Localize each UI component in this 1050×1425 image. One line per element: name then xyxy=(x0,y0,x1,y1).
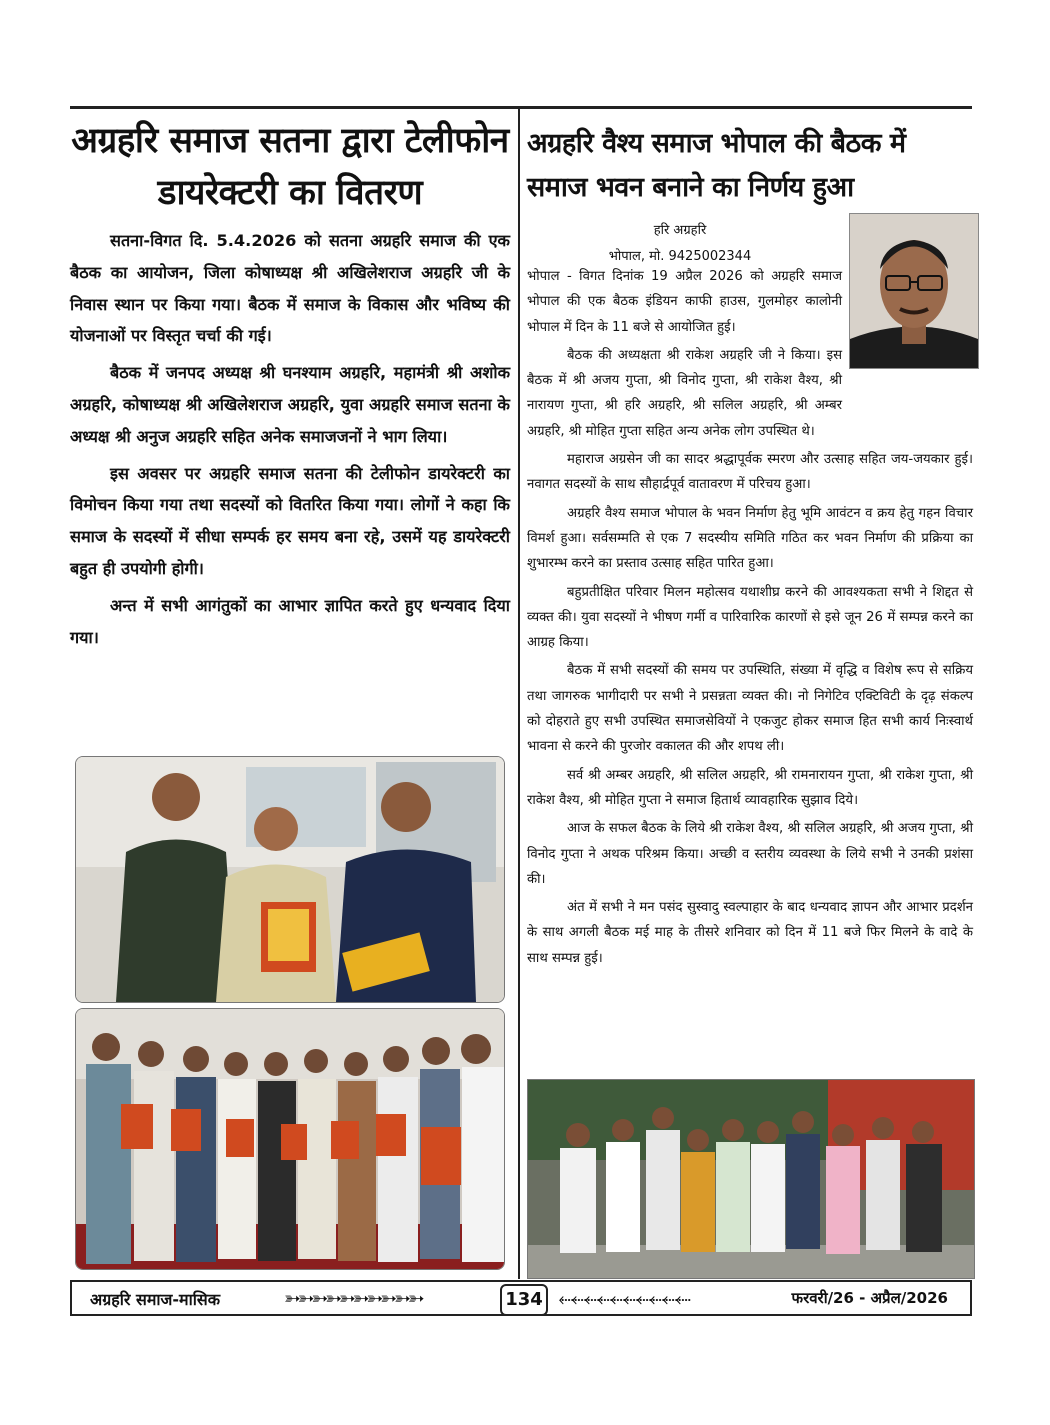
right-article-header xyxy=(527,122,973,210)
photo-group-with-directories xyxy=(75,1008,505,1270)
column-divider xyxy=(518,109,520,1279)
author-contact: भोपाल, मो. 9425002344 xyxy=(608,249,752,264)
right-paragraph: बैठक की अध्यक्षता श्री राकेश अग्रहरि जी ने किया। इस बैठक में श्री अजय गुप्ता, श्री विनोद गुप्ता, श्री राकेश वैश्य, श्री नारायण गुप्ता, श्री हरि अग्रहरि, श्री सलिल अग्रहरि, श्री अम्बर अग्रहरि, श्री मोहित गुप्ता सहित अन्य अनेक लोग उपस्थित थे। xyxy=(527,347,842,439)
right-paragraph: बैठक में सभी सदस्यों की समय पर उपस्थिति, संख्या में वृद्धि व विशेष रूप से सक्रिय तथा जागरुक भागीदारी पर सभी ने प्रसन्नता व्यक्त की। नो निगेटिव एक्टिविटी के दृढ़ संकल्प को दोहराते हुए सभी उपस्थित समाजसेवियों ने एकजुट होकर समाज हित सभी कार्य निःस्वार्थ भावना से करने की पुरजोर वकालत की और शपथ ली। xyxy=(527,663,973,755)
right-paragraph: महाराज अग्रसेन जी का सादर श्रद्धापूर्वक स्मरण और उत्साह सहित जय-जयकार हुई। नवागत सदस्यों के साथ सौहार्द्रपूर्व वातावरण में परिचय हुआ। xyxy=(527,452,973,493)
left-paragraph: अन्त में सभी आगंतुकों का आभार ज्ञापित करते हुए धन्यवाद दिया गया। xyxy=(70,595,510,647)
right-paragraph: अंत में सभी ने मन पसंद सुस्वादु स्वल्पाहार के बाद धन्यवाद ज्ञापन और आभार प्रदर्शन के साथ अगली बैठक मई माह के तीसरे शनिवार को दिन में 11 बजे फिर मिलने के वादे के साथ सम्पन्न हुई। xyxy=(527,900,973,966)
right-paragraph: आज के सफल बैठक के लिये श्री राकेश वैश्य, श्री सलिल अग्रहरि, श्री अजय गुप्ता, श्री विनोद गुप्ता ने अथक परिश्रम किया। अच्छी व स्तरीय व्यवस्था के लिये सभी ने उनकी प्रशंसा की। xyxy=(527,821,973,887)
top-rule xyxy=(70,106,972,109)
left-paragraph: बैठक में जनपद अध्यक्ष श्री घनश्याम अग्रहरि, महामंत्री श्री अशोक अग्रहरि, कोषाध्यक्ष श्री अखिलेशराज अग्रहरि, युवा अग्रहरि समाज सतना के अध्यक्ष श्री अनुज अग्रहरि सहित अनेक समाजजनों ने भाग लिया। xyxy=(70,363,510,446)
right-paragraph: भोपाल - विगत दिनांक 19 अप्रैल 2026 को अग्रहरि समाज भोपाल की एक बैठक इंडियन काफी हाउस, गुलमोहर कालोनी भोपाल में दिन के 11 बजे से आयोजित हुई। xyxy=(527,269,842,335)
publication-name: अग्रहरि समाज-मासिक xyxy=(90,1290,221,1309)
left-article xyxy=(70,115,510,658)
left-article-body xyxy=(70,225,510,653)
page-number: 134 xyxy=(500,1284,548,1316)
left-paragraph: सतना-विगत दि. 5.4.2026 को सतना अग्रहरि समाज की एक बैठक का आयोजन, जिला कोषाध्यक्ष श्री अखिलेशराज अग्रहरि जी के निवास स्थान पर किया गया। बैठक में समाज के विकास और भविष्य की योजनाओं पर विस्तृत चर्चा की गई। xyxy=(70,231,510,346)
photo-directory-release xyxy=(75,756,505,1003)
photo-bhopal-meeting-group xyxy=(527,1079,975,1279)
right-paragraph: अग्रहरि वैश्य समाज भोपाल के भवन निर्माण हेतु भूमि आवंटन व क्रय हेतु गहन विचार विमर्श हुआ। सर्वसम्मति से एक 7 सदस्यीय समिति गठित कर भवन निर्माण की प्रक्रिया का शुभारम्भ करने का प्रस्ताव उत्साह सहित पारित हुआ। xyxy=(527,505,973,572)
author-name: हरि अग्रहरि xyxy=(653,223,707,238)
right-article-body xyxy=(527,264,973,974)
left-article-title: अग्रहरि समाज सतना द्वारा टेलीफोन डायरेक्टरी का वितरण xyxy=(71,121,509,213)
left-ornament-icon: ➳➳➳➳➳➳➳➳➳➳ xyxy=(284,1286,422,1310)
right-article-title: अग्रहरि वैश्य समाज भोपाल की बैठक में समाज भवन बनाने का निर्णय हुआ xyxy=(527,128,906,203)
issue-date: फरवरी/26 - अप्रैल/2026 xyxy=(791,1289,948,1307)
right-paragraph: सर्व श्री अम्बर अग्रहरि, श्री सलिल अग्रहरि, श्री रामनारायन गुप्ता, श्री राकेश गुप्ता, श्री राकेश वैश्य, श्री मोहित गुप्ता ने समाज हितार्थ व्यावहारिक सुझाव दिये। xyxy=(527,767,973,808)
page-footer xyxy=(70,1280,972,1316)
author-block xyxy=(600,218,760,270)
left-paragraph: इस अवसर पर अग्रहरि समाज सतना की टेलीफोन डायरेक्टरी का विमोचन किया गया तथा सदस्यों को वितरित किया गया। लोगों ने कहा कि समाज के सदस्यों में सीधा सम्पर्क हर समय बना रहे, उसमें यह डायरेक्टरी बहुत ही उपयोगी होगी। xyxy=(70,463,510,578)
right-paragraph: बहुप्रतीक्षित परिवार मिलन महोत्सव यथाशीघ्र करने की आवश्यकता सभी ने शिद्दत से व्यक्त की। युवा सदस्यों ने भीषण गर्मी व पारिवारिक कारणों से इसे जून 26 में सम्पन्न करने का आग्रह किया। xyxy=(527,584,973,651)
right-ornament-icon: ⬸⬸⬸⬸⬸⬸⬸⬸⬸⬸ xyxy=(558,1286,688,1310)
